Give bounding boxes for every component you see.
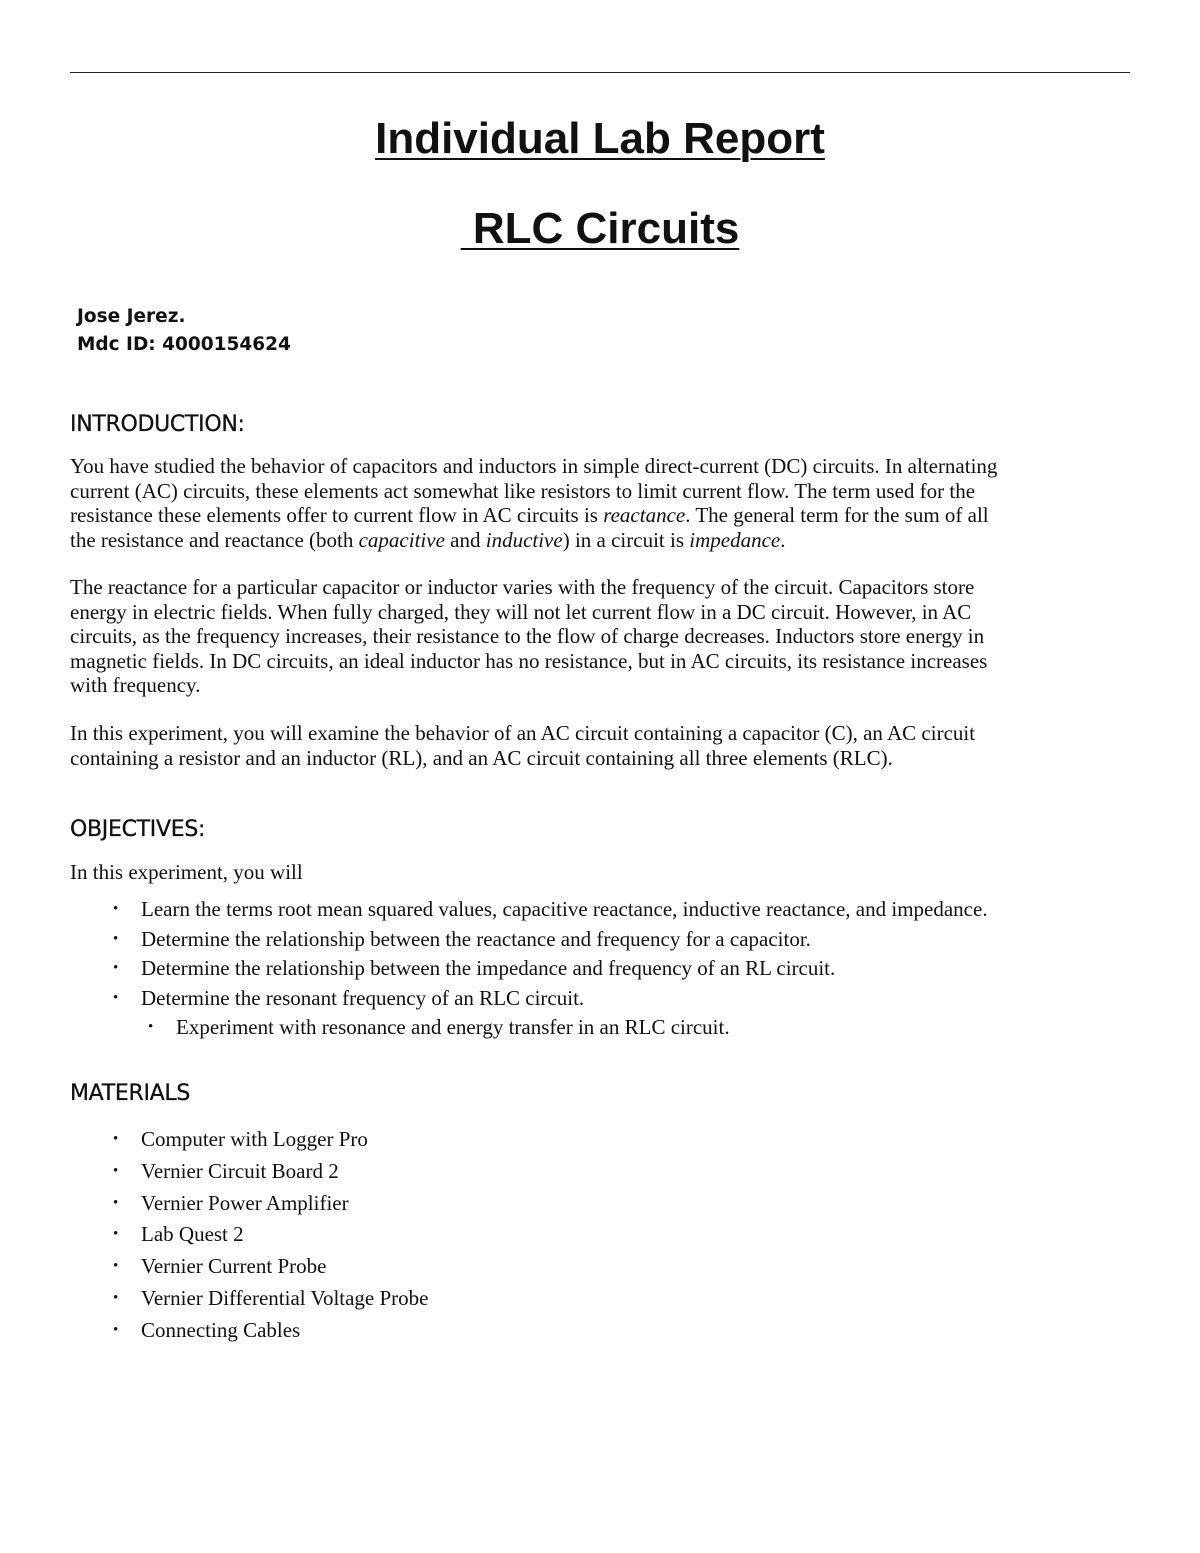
list-item-text: Lab Quest 2 <box>141 1222 244 1247</box>
paragraph-line: In this experiment, you will examine the behavior of an AC circuit containing a capacitor (C), an AC circuit <box>70 721 976 745</box>
term-capacitive: capacitive <box>358 527 445 552</box>
list-item-text: Vernier Differential Voltage Probe <box>141 1285 429 1310</box>
introduction-heading: INTRODUCTION: <box>70 412 245 437</box>
text-run: the resistance and reactance (both <box>70 527 359 552</box>
list-item <box>0 1219 429 1251</box>
paragraph-line: current (AC) circuits, these elements act somewhat like resistors to limit current flow. The term used for the <box>70 478 976 503</box>
paragraph-line: You have studied the behavior of capacitors and inductors in simple direct-current (DC) circuits. In alternating <box>70 454 998 478</box>
list-item-text: Determine the relationship between the reactance and frequency for a capacitor. <box>141 926 811 951</box>
list-item-text: Computer with Logger Pro <box>141 1127 368 1151</box>
text-run: . The general term for the sum of all <box>685 503 989 528</box>
bullet-icon: • <box>113 1321 119 1338</box>
list-item-text: Determine the relationship between the impedance and frequency of an RL circuit. <box>141 956 836 980</box>
term-inductive: inductive <box>485 527 563 552</box>
text-run: ) in a circuit is <box>562 527 690 552</box>
objectives-list <box>0 895 988 1043</box>
text-run: and <box>444 527 486 552</box>
bullet-icon: • <box>113 1226 119 1243</box>
bullet-icon: • <box>148 1019 154 1035</box>
bullet-icon: • <box>113 960 119 976</box>
paragraph-line: energy in electric fields. When fully charged, they will not let current flow in a DC circuit. However, in AC <box>70 599 972 624</box>
paragraph-line <box>70 503 1130 528</box>
list-item <box>0 954 988 984</box>
list-item <box>0 1124 429 1156</box>
paragraph-line: magnetic fields. In DC circuits, an ideal inductor has no resistance, but in AC circuits, its resistance increases <box>70 648 988 673</box>
author-id: Mdc ID: 4000154624 <box>77 334 291 355</box>
bullet-icon: • <box>113 901 119 917</box>
objectives-heading: OBJECTIVES: <box>70 817 206 842</box>
header-rule <box>70 72 1130 73</box>
bullet-icon: • <box>113 989 119 1006</box>
paragraph-line: containing a resistor and an inductor (RL), and an AC circuit containing all three elements (RLC). <box>70 745 893 770</box>
author-block <box>77 303 291 359</box>
bullet-icon: • <box>113 1258 119 1275</box>
text-run: . <box>780 527 786 552</box>
bullet-icon: • <box>113 1162 119 1179</box>
materials-heading: MATERIALS <box>70 1081 191 1106</box>
intro-paragraph-3 <box>70 721 1130 770</box>
list-item-text: Learn the terms root mean squared values, capacitive reactance, inductive reactance, and impedance. <box>141 897 988 921</box>
bullet-icon: • <box>113 1194 119 1211</box>
list-item <box>0 1188 429 1220</box>
paragraph-line: with frequency. <box>70 673 201 698</box>
author-name: Jose Jerez. <box>77 306 186 327</box>
term-reactance: reactance <box>603 503 686 528</box>
list-item-text: Experiment with resonance and energy transfer in an RLC circuit. <box>176 1015 730 1039</box>
list-item-text: Vernier Current Probe <box>141 1254 327 1279</box>
intro-paragraph-1 <box>70 454 1130 552</box>
intro-paragraph-2 <box>70 575 1130 698</box>
term-impedance: impedance <box>689 527 781 552</box>
list-item <box>0 1315 429 1347</box>
paragraph-line: The reactance for a particular capacitor or inductor varies with the frequency of the circuit. Capacitors store <box>70 575 975 599</box>
list-item-text: Vernier Power Amplifier <box>141 1190 349 1215</box>
list-item-text: Connecting Cables <box>141 1317 301 1342</box>
list-item <box>0 1251 429 1283</box>
paragraph-line <box>70 528 1130 553</box>
list-item-text: Vernier Circuit Board 2 <box>141 1158 339 1183</box>
materials-list <box>0 1124 429 1347</box>
list-item-nested <box>0 1013 988 1043</box>
list-item <box>0 1156 429 1188</box>
list-item-text: Determine the resonant frequency of an RLC circuit. <box>141 985 585 1010</box>
list-item <box>0 895 988 925</box>
document-subtitle: RLC Circuits <box>460 204 740 253</box>
bullet-icon: • <box>113 1289 119 1306</box>
text-run: resistance these elements offer to current flow in AC circuits is <box>70 503 604 528</box>
list-item <box>0 1283 429 1315</box>
paragraph-line: circuits, as the frequency increases, their resistance to the flow of charge decreases. Inductors store energy in <box>70 624 985 649</box>
list-item <box>0 925 988 955</box>
list-item <box>0 984 988 1014</box>
document-title: Individual Lab Report <box>375 114 825 163</box>
objectives-lead: In this experiment, you will <box>70 860 303 884</box>
bullet-icon: • <box>113 1131 119 1147</box>
bullet-icon: • <box>113 930 119 947</box>
